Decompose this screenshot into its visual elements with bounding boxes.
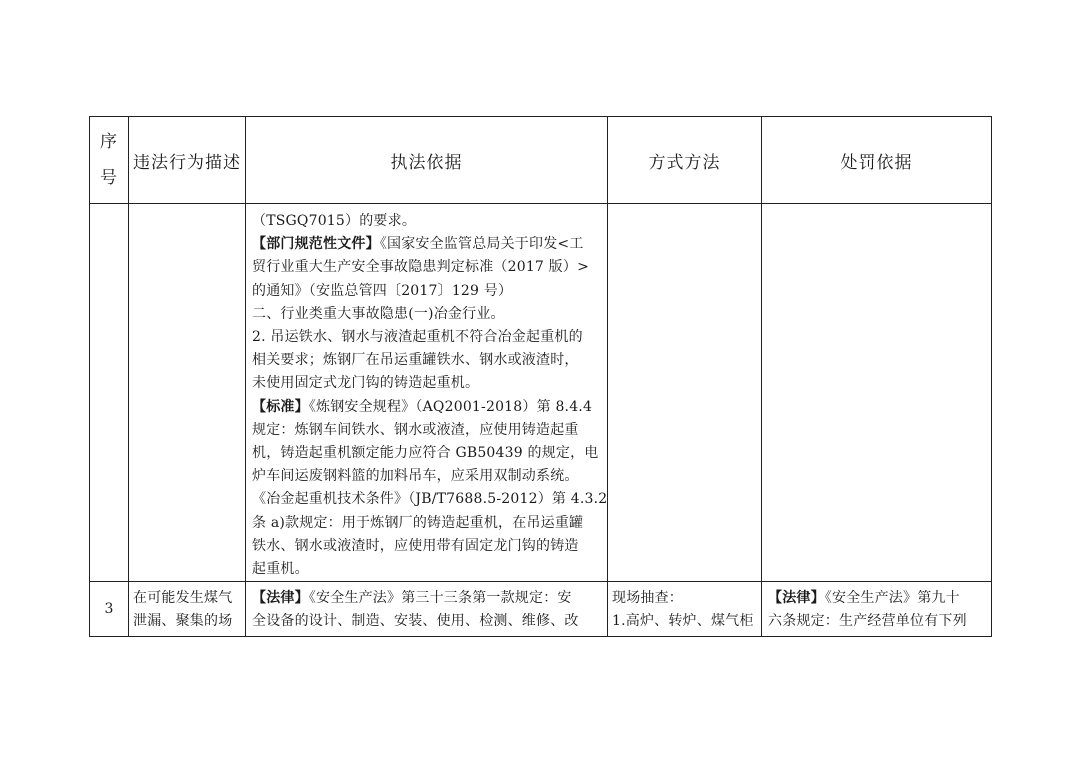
line-text: 铁水、钢水或液渣时，应使用带有固定龙门钩的铸造 — [252, 537, 579, 554]
cell-penalty — [762, 204, 992, 582]
text-line — [252, 465, 603, 488]
text-line — [252, 303, 603, 326]
line-text: （TSGQ7015）的要求。 — [252, 213, 417, 229]
line-text: 未使用固定式龙门钩的铸造起重机。 — [252, 375, 480, 392]
text-line — [252, 233, 603, 256]
line-text: 《冶金起重机技术条件》（JB/T7688.5-2012）第 4.3.2 — [252, 491, 608, 508]
line-text: 《国家安全监管总局关于印发<工 — [379, 236, 584, 253]
table-header-row — [90, 117, 992, 204]
table-row — [90, 204, 992, 582]
text-line — [768, 610, 988, 633]
method-text — [608, 582, 761, 633]
line-text: 机，铸造起重机额定能力应符合 GB50439 的规定，电 — [252, 445, 599, 462]
citation-tag: 【法律】 — [252, 590, 309, 607]
text-line — [252, 488, 608, 511]
citation-tag: 【法律】 — [768, 590, 825, 607]
cell-basis — [246, 582, 608, 637]
text-line: 1.高炉、转炉、煤气柜 — [612, 613, 754, 630]
cell-method — [608, 582, 762, 637]
text-line — [252, 372, 603, 395]
cell-seq: 3 — [90, 582, 129, 637]
line-text: 《安全生产法》第九十 — [824, 590, 960, 607]
header-seq — [90, 117, 129, 204]
header-seq-line1: 序 — [100, 132, 118, 152]
line-text: 六条规定：生产经营单位有下列 — [768, 613, 967, 630]
header-basis: 执法依据 — [246, 117, 608, 204]
cell-description — [129, 582, 246, 637]
line-text: 相关要求；炼钢厂在吊运重罐铁水、钢水或液渣时， — [252, 352, 579, 369]
basis-text — [246, 582, 607, 633]
cell-penalty — [762, 582, 992, 637]
text-line — [252, 326, 603, 349]
header-seq-line2: 号 — [100, 168, 118, 188]
line-text: 条 a)款规定：用于炼钢厂的铸造起重机，在吊运重罐 — [252, 514, 584, 531]
text-line — [252, 587, 603, 610]
text-line — [252, 442, 603, 465]
header-description: 违法行为描述 — [129, 117, 246, 204]
line-text: 《安全生产法》第三十三条第一款规定：安 — [308, 590, 572, 607]
cell-method — [608, 204, 762, 582]
header-method: 方式方法 — [608, 117, 762, 204]
text-line — [252, 535, 603, 558]
line-text: 《炼钢安全规程》（AQ2001-2018）第 8.4.4 — [308, 398, 593, 415]
cell-basis — [246, 204, 608, 582]
description-text — [129, 582, 245, 633]
text-line — [252, 512, 603, 535]
line-text: 2. 吊运铁水、钢水与液渣起重机不符合冶金起重机的 — [252, 329, 583, 346]
header-penalty: 处罚依据 — [762, 117, 992, 204]
penalty-text — [762, 582, 991, 633]
text-line — [252, 256, 603, 279]
citation-tag: 【标准】 — [252, 398, 309, 415]
text-line — [252, 419, 603, 442]
cell-description — [129, 204, 246, 582]
text-line — [252, 558, 603, 581]
line-text: 规定：炼钢车间铁水、钢水或液渣，应使用铸造起重 — [252, 421, 579, 438]
text-line: 泄漏、聚集的场 — [133, 613, 233, 630]
line-text: 二、行业类重大事故隐患(一)冶金行业。 — [252, 305, 505, 322]
text-line — [252, 210, 603, 233]
text-line: 现场抽查： — [612, 590, 683, 607]
text-line — [252, 280, 603, 303]
cell-seq — [90, 204, 129, 582]
line-text: 全设备的设计、制造、安装、使用、检测、维修、改 — [252, 613, 579, 630]
text-line — [252, 610, 603, 633]
text-line: 在可能发生煤气 — [133, 590, 233, 607]
basis-text — [246, 204, 607, 581]
line-text: 炉车间运废钢料篮的加料吊车，应采用双制动系统。 — [252, 468, 579, 485]
text-line — [252, 349, 603, 372]
line-text: 贸行业重大生产安全事故隐患判定标准（2017 版）> — [252, 259, 590, 276]
table-row — [90, 582, 992, 637]
citation-tag: 【部门规范性文件】 — [252, 236, 380, 253]
text-line — [252, 396, 603, 419]
line-text: 的通知》（安监总管四〔2017〕129 号） — [252, 282, 513, 299]
line-text: 起重机。 — [252, 561, 309, 578]
enforcement-table — [89, 116, 992, 637]
text-line — [768, 587, 988, 610]
